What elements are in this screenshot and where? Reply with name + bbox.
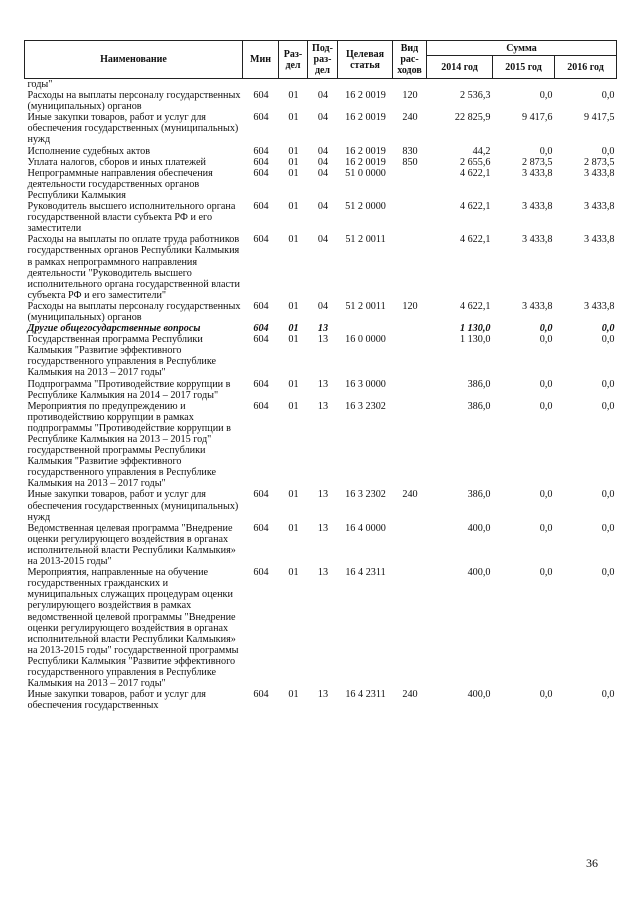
col-header-razdel: Раз- дел (279, 41, 308, 79)
cell-vid (393, 523, 427, 567)
cell-name: Непрограммные направления обеспечения деятельности государственных органов Республики Калмыкия (27, 167, 213, 201)
cell-statya: 51 2 0000 (345, 201, 386, 213)
cell-min: 604 (253, 234, 269, 246)
table-row (25, 689, 617, 711)
cell-podrazdel: 04 (317, 300, 329, 312)
cell-sum-2014: 386,0 (467, 400, 491, 412)
cell-podrazdel: 04 (317, 90, 329, 102)
cell-sum-2014: 4 622,1 (459, 234, 491, 246)
cell-razdel: 01 (288, 201, 299, 213)
cell-sum-2015: 3 433,8 (521, 300, 553, 312)
cell-razdel: 01 (288, 378, 299, 390)
cell-sum-2014: 44,2 (472, 145, 491, 157)
cell-podrazdel: 04 (317, 201, 329, 213)
cell-statya (338, 323, 393, 334)
cell-sum-2014: 386,0 (467, 489, 491, 501)
cell-name: Расходы на выплаты по оплате труда работников государственных органов Республики Калмыкия в рамках непрограммного направления деятельности "Руководитель высшего исполнительного органа государственной власти субъекта РФ и его заместители" (27, 234, 240, 301)
cell-razdel: 01 (288, 334, 299, 346)
col-header-vid: Вид рас- ходов (393, 41, 427, 79)
table-row (25, 201, 617, 234)
cell-razdel: 01 (288, 567, 299, 579)
cell-razdel (279, 79, 308, 91)
col-header-statya: Целевая статья (338, 41, 393, 79)
cell-sum-2016: 0,0 (601, 334, 615, 346)
col-header-min: Мин (243, 41, 279, 79)
cell-razdel: 01 (288, 90, 299, 102)
col-header-2016: 2016 год (555, 56, 617, 79)
cell-sum-2016: 0,0 (601, 522, 615, 534)
cell-sum-2014: 22 825,9 (454, 112, 491, 124)
cell-razdel: 01 (288, 400, 299, 412)
cell-statya: 51 0 0000 (345, 167, 386, 179)
cell-vid (393, 567, 427, 689)
cell-name: Мероприятия, направленные на обучение государственных гражданских и муниципальных служащих процедурам оценки регулирующего воздействия в рамках ведомственной целевой программы "Внедрение оценки регулирующего воздействия в органах исполнительной власти Республики Калмыкия» на 2013-2015 годы" государственной программы Республики Калмыкия "Развитие эффективного государственного управления в Республике Калмыкия на 2013 – 2017 годы" (27, 567, 239, 690)
cell-podrazdel: 13 (317, 489, 329, 501)
cell-min: 604 (253, 489, 269, 501)
cell-sum-2016: 0,0 (601, 400, 615, 412)
cell-min (243, 79, 279, 91)
cell-min: 604 (253, 156, 269, 168)
budget-table (24, 40, 617, 711)
cell-sum-2016: 0,0 (601, 689, 615, 701)
table-row (25, 234, 617, 301)
cell-sum-2015: 0,0 (539, 323, 553, 335)
cell-sum-2014: 400,0 (467, 689, 491, 701)
cell-sum-2014: 400,0 (467, 522, 491, 534)
cell-sum-2015: 0,0 (539, 689, 553, 701)
cell-podrazdel (308, 79, 338, 91)
cell-razdel: 01 (288, 234, 299, 246)
table-row (25, 79, 617, 91)
table-row (25, 523, 617, 567)
cell-vid: 240 (402, 489, 418, 501)
cell-name: Иные закупки товаров, работ и услуг для обеспечения государственных (муниципальных) нужд (27, 112, 239, 146)
table-row (25, 301, 617, 323)
cell-sum-2014: 2 536,3 (459, 90, 491, 102)
cell-podrazdel: 13 (317, 378, 329, 390)
cell-sum-2014: 4 622,1 (459, 300, 491, 312)
cell-sum-2015: 0,0 (539, 489, 553, 501)
table-row (25, 168, 617, 201)
table-body (25, 79, 617, 712)
cell-sum-2015 (493, 79, 555, 91)
cell-min: 604 (253, 400, 269, 412)
cell-name: Иные закупки товаров, работ и услуг для обеспечения государственных (муниципальных) нужд (27, 489, 239, 523)
cell-statya: 16 2 0019 (345, 90, 386, 102)
cell-podrazdel: 04 (317, 234, 329, 246)
table-row (25, 567, 617, 689)
cell-razdel: 01 (288, 489, 299, 501)
cell-podrazdel: 13 (317, 567, 329, 579)
col-header-summa: Сумма (427, 41, 617, 56)
cell-podrazdel: 04 (317, 112, 329, 124)
cell-statya: 51 2 0011 (345, 234, 386, 246)
cell-vid (393, 334, 427, 378)
table-header (25, 41, 617, 79)
cell-statya: 16 0 0000 (345, 334, 386, 346)
cell-statya: 16 2 0019 (345, 112, 386, 124)
cell-sum-2016: 0,0 (601, 378, 615, 390)
cell-statya: 16 3 2302 (345, 400, 386, 412)
cell-name: годы" (27, 79, 53, 90)
cell-sum-2014: 386,0 (467, 378, 491, 390)
cell-name: Государственная программа Республики Калмыкия "Развитие эффективного государственного управления в Республике Калмыкия на 2013 – 2017 годы" (27, 334, 217, 379)
budget-table-page (24, 40, 616, 711)
cell-sum-2016: 2 873,5 (583, 156, 615, 168)
cell-name: Другие общегосударственные вопросы (27, 323, 201, 335)
cell-min: 604 (253, 334, 269, 346)
cell-sum-2016: 0,0 (601, 489, 615, 501)
cell-sum-2016: 3 433,8 (583, 167, 615, 179)
table-row (25, 90, 617, 112)
cell-sum-2016: 0,0 (601, 90, 615, 102)
table-row (25, 112, 617, 145)
cell-sum-2015: 0,0 (539, 400, 553, 412)
cell-sum-2015: 3 433,8 (521, 234, 553, 246)
cell-razdel: 01 (288, 167, 299, 179)
cell-min: 604 (253, 145, 269, 157)
cell-sum-2016: 9 417,5 (583, 112, 615, 124)
cell-name: Мероприятия по предупреждению и противодействию коррупции в рамках подпрограммы "Противодействие коррупции в Республике Калмыкия на 2013 – 2015 год" государственной программы Республики Калмыкия "Развитие эффективного государственного управления в Республике Калмыкия на 2013 – 2017 годы" (27, 400, 231, 490)
cell-min: 604 (253, 323, 269, 335)
cell-name: Уплата налогов, сборов и иных платежей (27, 156, 206, 168)
cell-podrazdel: 13 (317, 689, 329, 701)
cell-min: 604 (253, 689, 269, 701)
cell-sum-2016: 3 433,8 (583, 201, 615, 213)
cell-sum-2015: 3 433,8 (521, 167, 553, 179)
cell-sum-2014: 4 622,1 (459, 167, 491, 179)
table-row (25, 334, 617, 378)
cell-sum-2015: 0,0 (539, 90, 553, 102)
cell-statya: 16 2 0019 (345, 156, 386, 168)
cell-statya: 16 3 2302 (345, 489, 386, 501)
cell-name: Расходы на выплаты персоналу государственных (муниципальных) органов (27, 300, 241, 323)
cell-name: Расходы на выплаты персоналу государственных (муниципальных) органов (27, 90, 241, 113)
table-row (25, 379, 617, 401)
col-header-2014: 2014 год (427, 56, 493, 79)
cell-podrazdel: 13 (317, 334, 329, 346)
cell-sum-2015: 0,0 (539, 334, 553, 346)
cell-vid: 240 (402, 112, 418, 124)
cell-vid: 120 (402, 300, 418, 312)
cell-podrazdel: 04 (317, 156, 329, 168)
cell-statya (338, 79, 393, 91)
cell-min: 604 (253, 378, 269, 390)
page-number: 36 (586, 856, 598, 870)
cell-sum-2016 (555, 79, 617, 91)
cell-sum-2016: 0,0 (601, 567, 615, 579)
cell-sum-2014: 2 655,6 (459, 156, 491, 168)
cell-vid (393, 79, 427, 91)
cell-sum-2015: 0,0 (539, 378, 553, 390)
cell-name: Подпрограмма "Противодействие коррупции в Республике Калмыкия на 2014 – 2017 годы" (27, 378, 231, 401)
cell-min: 604 (253, 300, 269, 312)
cell-min: 604 (253, 201, 269, 213)
cell-sum-2014: 1 130,0 (459, 323, 491, 335)
cell-min: 604 (253, 90, 269, 102)
cell-statya: 16 4 0000 (345, 522, 386, 534)
col-header-podrazdel: Под- раз- дел (308, 41, 338, 79)
cell-min: 604 (253, 522, 269, 534)
col-header-name: Наименование (25, 41, 243, 79)
cell-sum-2015: 0,0 (539, 145, 553, 157)
cell-sum-2014: 4 622,1 (459, 201, 491, 213)
cell-podrazdel: 04 (317, 145, 329, 157)
cell-name: Ведомственная целевая программа "Внедрение оценки регулирующего воздействия в органах исполнительной власти Республики Калмыкия» на 2013-2015 годы" (27, 522, 236, 568)
cell-sum-2016: 3 433,8 (583, 300, 615, 312)
cell-statya: 16 3 0000 (345, 378, 386, 390)
col-header-2015: 2015 год (493, 56, 555, 79)
cell-razdel: 01 (288, 156, 299, 168)
cell-podrazdel: 13 (317, 323, 329, 335)
cell-podrazdel: 13 (317, 400, 329, 412)
cell-sum-2014: 400,0 (467, 567, 491, 579)
cell-vid (393, 379, 427, 401)
cell-sum-2014 (427, 79, 493, 91)
cell-razdel: 01 (288, 112, 299, 124)
cell-sum-2016: 0,0 (601, 145, 615, 157)
cell-vid (393, 168, 427, 201)
cell-razdel: 01 (288, 145, 299, 157)
cell-statya: 16 2 0019 (345, 145, 386, 157)
table-row (25, 146, 617, 157)
cell-razdel: 01 (288, 522, 299, 534)
cell-sum-2015: 9 417,6 (521, 112, 553, 124)
cell-min: 604 (253, 167, 269, 179)
cell-podrazdel: 04 (317, 167, 329, 179)
cell-name: Исполнение судебных актов (27, 145, 151, 157)
cell-sum-2016: 3 433,8 (583, 234, 615, 246)
cell-sum-2015: 2 873,5 (521, 156, 553, 168)
cell-sum-2014: 1 130,0 (459, 334, 491, 346)
cell-statya: 51 2 0011 (345, 300, 386, 312)
cell-name: Иные закупки товаров, работ и услуг для обеспечения государственных (27, 689, 206, 712)
cell-min: 604 (253, 567, 269, 579)
cell-vid (393, 201, 427, 234)
cell-vid: 240 (402, 689, 418, 701)
cell-vid: 850 (402, 156, 418, 168)
cell-min: 604 (253, 112, 269, 124)
table-row (25, 489, 617, 522)
cell-razdel: 01 (288, 689, 299, 701)
cell-vid: 120 (402, 90, 418, 102)
cell-name: Руководитель высшего исполнительного органа государственной власти субъекта РФ и его заместители (27, 201, 236, 235)
cell-sum-2015: 3 433,8 (521, 201, 553, 213)
cell-sum-2015: 0,0 (539, 522, 553, 534)
table-row (25, 323, 617, 334)
cell-sum-2015: 0,0 (539, 567, 553, 579)
cell-vid (393, 234, 427, 301)
table-row (25, 157, 617, 168)
cell-podrazdel: 13 (317, 522, 329, 534)
cell-statya: 16 4 2311 (345, 689, 386, 701)
cell-razdel: 01 (288, 300, 299, 312)
table-row (25, 401, 617, 490)
cell-vid (393, 401, 427, 490)
cell-vid (393, 323, 427, 334)
cell-sum-2016: 0,0 (601, 323, 615, 335)
cell-statya: 16 4 2311 (345, 567, 386, 579)
cell-razdel: 01 (288, 323, 299, 335)
cell-vid: 830 (402, 145, 418, 157)
